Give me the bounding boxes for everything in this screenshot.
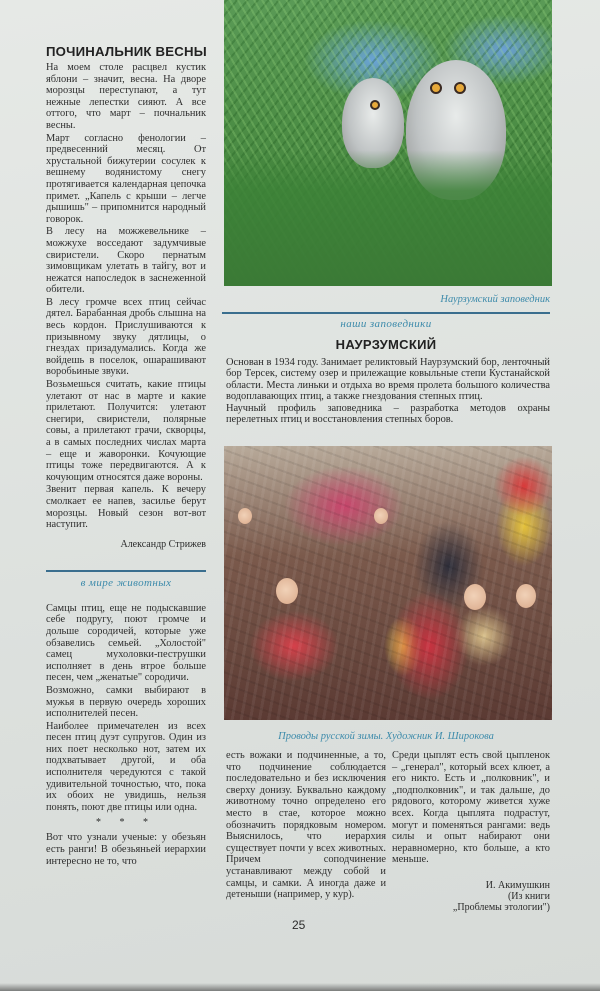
signature-book: „Проблемы этологии") — [452, 902, 550, 914]
page-number: 25 — [292, 918, 306, 932]
paragraph: Основан в 1934 году. Занимает реликтовый Наурзумский бор, ленточный бор Терсек, систему озер и прилежащие ковыльные степи Кустанайской области. Места линьки и отдыха во время пролета большого количества водоплавающих птиц, а также гнездования степных птиц. — [226, 357, 550, 403]
rubric-reserves: наши заповедники — [340, 318, 432, 330]
paragraph: В лесу на можжевельнике – можжухе восседают задумчивые свиристели. Скоро пернатым зимовщикам улетать в тайгу, вот и нежатся напоследок в заснеженной обители. — [46, 226, 206, 296]
paragraph: Возможно, самки выбирают в мужья в первую очередь хороших исполнителей песен. — [46, 684, 206, 720]
paragraph: Звенит первая капель. К вечеру смолкает ее напев, засильe берут морозцы. Новый сезон вот-вот наступит. — [46, 484, 206, 531]
article-author: Александр Стрижев — [120, 538, 206, 550]
painting-winter-farewell — [224, 446, 552, 720]
face — [276, 578, 298, 604]
left-column — [46, 44, 206, 867]
paragraph: Наиболее примечателен из всех песен птиц дуэт супругов. Один из них поет несколько нот, затем их подхватывает другой, и оба исполнителя чередуются с такой удивительной точностью, что, пока их обоих не увидишь, нельзя понять, поют две птицы или одна. — [46, 720, 206, 813]
brush-texture — [224, 446, 552, 720]
article-body-animals — [46, 603, 206, 814]
owl-eye — [454, 82, 466, 94]
photo-owlets — [224, 0, 552, 286]
separator-stars: * * * — [96, 817, 156, 829]
paragraph: Вот что узнали ученые: у обезьян есть ранги! В обезьяньей иерархии интересно не то, что — [46, 832, 206, 867]
section-divider — [222, 312, 550, 314]
rubric-animals: в мире животных — [80, 576, 172, 589]
paragraph: Самцы птиц, еще не подыскавшие себе подругу, поют громче и дольше сородичей, которые уже обзавелись семьей. „Холостой" самец мухоловки-пеструшки исполняет в день втрое больше песен, чем „женатые" сородичи. — [46, 602, 206, 684]
article-title-naurzum: НАУРЗУМСКИЙ — [335, 337, 437, 352]
face — [238, 508, 252, 524]
signature-author: И. Акимушкин — [485, 879, 550, 891]
paragraph: Среди цыплят есть свой цыпленок – „генерал", который всех клюет, а его никто. Есть и „полковник", и „подполковник", и так дальше, до рядового, которому живется хуже всех. Когда цыплята подрастут, могут и поменяться рангами: ведь силы и опыт набирают они неравномерно, кто больше, а кто меньше. — [392, 750, 550, 866]
article-title-pochinalnik: ПОЧИНАЛЬНИК ВЕСНЫ — [46, 44, 207, 59]
face — [374, 508, 388, 524]
owl-eye — [430, 82, 442, 94]
photo-caption-naurzum: Наурзумский заповедник — [440, 294, 550, 305]
section-divider — [46, 570, 206, 572]
paragraph: Возьмешься считать, какие птицы улетают от нас в марте и какие прилетают. Получится: улетают снегири, свиристели, полярные совы, а прилетают грачи, скворцы, а в самых последних числах марта – еще и жаворонки. Кочующие птицы тоже передвигаются. А к кочующим относятся даже вороны. — [46, 379, 206, 483]
face — [516, 584, 536, 608]
paragraph: Научный профиль заповедника – разработка методов охраны перелетных птиц и восстановления степных боров. — [226, 402, 550, 426]
article-animals-middle-column: есть вожаки и подчиненные, а то, что подчинение соблюдается последовательно и без исключения сверху донизу. Буквально каждому животному точно определено его место в стае, которое можно обозначить порядковым номером. Выяснилось, что иерархия существует почти у всех животных. Причем соподчинение устанавливают между собой и самцы, и самки. А иногда даже и детеныши (например, у кур). — [226, 750, 386, 901]
article-body-pochinalnik — [46, 62, 206, 531]
foreground-pine — [224, 150, 552, 286]
paragraph: Март согласно фенологии – предвесенний месяц. От хрустальной бижутерии сосулек к вешнему водянистому снегу протягивается календарная цепочка примет. „Капель с крыши – легче дышишь" – припомнится народный говорок. — [46, 132, 206, 225]
owl-eye — [370, 100, 380, 110]
paragraph: В лесу громче всех птиц сейчас дятел. Барабанная дробь слышна на весь кордон. Прислушиваются к призывному звуку дятлицы, о гнездах призадумались. Когда же войдешь в поселок, ошарашивают воробьиные звуки. — [46, 296, 206, 378]
article-body-naurzum — [226, 357, 550, 425]
article-animals-right-column — [392, 750, 550, 914]
paragraph: На моем столе расцвел кустик яблони – значит, весна. На дворе морозцы переступают, а тут нежные лепестки сияют. А все оттого, что март – почнальник весны. — [46, 62, 206, 131]
page-edge-shadow — [0, 983, 600, 991]
signature — [392, 880, 550, 914]
face — [464, 584, 486, 610]
painting-caption: Проводы русской зимы. Художник И. Широкова — [278, 731, 494, 742]
signature-source: (Из книги — [507, 891, 550, 903]
